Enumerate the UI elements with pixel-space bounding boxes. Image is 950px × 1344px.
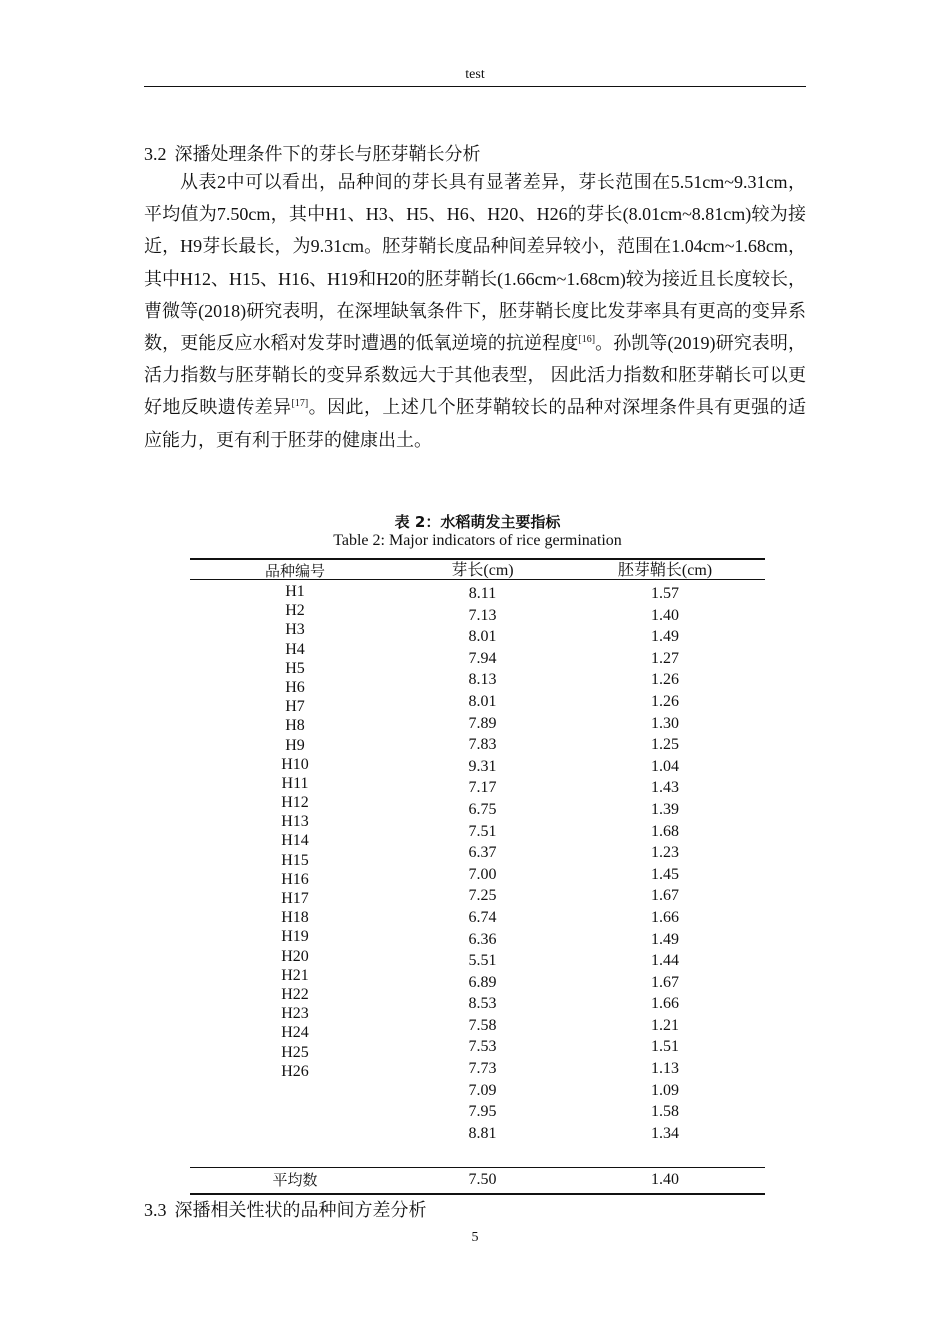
coleoptile-length-cell: 1.27 [651, 649, 679, 667]
header-rule [144, 86, 806, 87]
coleoptile-length-cell: 1.26 [651, 692, 679, 710]
section-heading-3-3 [144, 1198, 427, 1223]
coleoptile-length-cell: 1.66 [651, 995, 679, 1013]
variety-id-cell: H2 [285, 602, 305, 620]
table-average-rule [190, 1167, 765, 1168]
coleoptile-length-cell: 1.49 [651, 628, 679, 646]
sprout-length-cell: 7.95 [468, 1103, 497, 1121]
section-number: 3.3 [144, 1200, 167, 1220]
sprout-length-cell: 7.89 [468, 714, 497, 732]
table-top-rule [190, 558, 765, 560]
table-bottom-rule [190, 1193, 765, 1195]
variety-id-cell: H8 [285, 717, 305, 735]
variety-id-cell: H3 [285, 621, 305, 639]
sprout-length-cell: 8.53 [468, 995, 497, 1013]
header-sprout-length: 芽长(cm) [451, 562, 514, 579]
variety-id-cell: H25 [281, 1043, 309, 1061]
sprout-length-cell: 6.36 [468, 930, 497, 948]
coleoptile-length-cell: 1.13 [651, 1060, 679, 1078]
body-paragraph [144, 166, 806, 456]
running-header: test [465, 67, 485, 82]
coleoptile-length-cell: 1.51 [651, 1038, 679, 1056]
variety-id-cell: H19 [281, 928, 309, 946]
coleoptile-length-cell: 1.66 [651, 908, 679, 926]
variety-id-cell: H18 [281, 909, 309, 927]
coleoptile-length-cell: 1.40 [651, 606, 679, 624]
variety-id-cell: H11 [281, 774, 309, 792]
section-title: 深播处理条件下的芽长与胚芽鞘长分析 [174, 144, 481, 165]
sprout-length-cell: 5.51 [468, 952, 497, 970]
variety-id-cell: H15 [281, 851, 309, 869]
paragraph-text-1: 从表2中可以看出，品种间的芽长具有显著差异，芽长范围在5.51cm~9.31cm，平均值为7.50cm，其中H1、H3、H5、H6、H20、H26的芽长(8.01cm~8.81cm)较为接近，H9芽长最长，为9.31cm。胚芽鞘长度品种间差异较小，范围在1.04cm~1.68cm，其中H12、H15、H16、H19和H20的胚芽鞘长(1.66cm~1.68cm)较为接近且长度较长，曹微等(2018)研究表明，在深埋缺氧条件下，胚芽鞘长度比发芽率具有更高的变异系数，更能反应水稻对发芽时遭遇的低氧逆境的抗逆程度 [144, 172, 806, 354]
coleoptile-length-cell: 1.04 [651, 757, 679, 775]
sprout-length-cell: 7.13 [468, 606, 497, 624]
page-number: 5 [471, 1230, 479, 1245]
sprout-length-cell: 6.89 [468, 973, 497, 991]
sprout-length-cell: 7.25 [468, 887, 497, 905]
header-coleoptile-length: 胚芽鞘长(cm) [617, 562, 713, 579]
variety-id-cell: H16 [281, 870, 309, 888]
sprout-length-cell: 8.11 [468, 585, 497, 602]
section-heading-3-2 [144, 142, 481, 167]
coleoptile-length-cell: 1.25 [651, 736, 679, 754]
section-number: 3.2 [144, 144, 167, 164]
average-label: 平均数 [272, 1171, 318, 1189]
coleoptile-length-cell: 1.21 [651, 1016, 679, 1034]
coleoptile-length-cell: 1.67 [651, 887, 679, 905]
coleoptile-length-cell: 1.23 [651, 844, 679, 862]
coleoptile-length-cell: 1.43 [651, 779, 679, 797]
sprout-length-cell: 7.09 [468, 1081, 497, 1099]
variety-id-cell: H10 [281, 755, 309, 773]
sprout-length-cell: 6.37 [468, 844, 497, 862]
coleoptile-length-cell: 1.67 [651, 973, 679, 991]
table-header-rule [190, 579, 765, 580]
coleoptile-length-cell: 1.57 [651, 585, 679, 602]
coleoptile-length-cell: 1.58 [651, 1103, 679, 1121]
header-variety-id: 品种编号 [264, 562, 325, 580]
sprout-length-cell: 7.51 [468, 822, 497, 840]
coleoptile-length-cell: 1.09 [651, 1081, 679, 1099]
variety-id-cell: H4 [285, 640, 305, 658]
sprout-length-cell: 7.58 [468, 1016, 497, 1034]
variety-id-cell: H13 [281, 813, 309, 831]
column-sprout-length [400, 583, 565, 1144]
sprout-length-cell: 8.01 [468, 692, 497, 710]
variety-id-cell: H24 [281, 1024, 309, 1042]
sprout-length-cell: 9.31 [468, 757, 497, 775]
coleoptile-length-cell: 1.68 [651, 822, 679, 840]
coleoptile-length-cell: 1.45 [651, 865, 679, 883]
sprout-length-cell: 7.83 [468, 736, 497, 754]
table-caption-cn: 表 2：水稻萌发主要指标 [394, 513, 561, 531]
coleoptile-length-cell: 1.39 [651, 800, 679, 818]
sprout-length-cell: 7.00 [468, 865, 497, 883]
sprout-length-cell: 7.17 [468, 779, 497, 797]
citation-16: [16] [578, 334, 596, 346]
section-title: 深播相关性状的品种间方差分析 [174, 1200, 427, 1221]
variety-id-cell: H12 [281, 794, 309, 812]
variety-id-cell: H7 [285, 698, 305, 716]
variety-id-cell: H23 [281, 1005, 309, 1023]
coleoptile-length-cell: 1.30 [651, 714, 679, 732]
variety-id-cell: H21 [281, 966, 309, 984]
sprout-length-cell: 8.01 [468, 628, 497, 646]
sprout-length-cell: 7.53 [468, 1038, 497, 1056]
variety-id-cell: H22 [281, 985, 309, 1003]
variety-id-cell: H6 [285, 678, 305, 696]
table-caption-en: Table 2: Major indicators of rice germination [333, 532, 622, 549]
sprout-length-cell: 8.13 [468, 671, 497, 689]
average-coleoptile: 1.40 [651, 1171, 679, 1188]
coleoptile-length-cell: 1.49 [651, 930, 679, 948]
coleoptile-length-cell: 1.26 [651, 671, 679, 689]
column-variety-ids [190, 582, 400, 1081]
sprout-length-cell: 6.74 [468, 908, 497, 926]
variety-id-cell: H1 [285, 583, 305, 600]
sprout-length-cell: 7.73 [468, 1060, 497, 1078]
paragraph-text-2: 。孙凯等(2019)研究表明，活力指数与胚芽鞘长的变异系数远大于其他表型， 因此活力指数和胚芽鞘长可以更好地反映遗传差异 [144, 333, 806, 418]
variety-id-cell: H26 [281, 1062, 309, 1080]
sprout-length-cell: 7.94 [468, 649, 497, 667]
coleoptile-length-cell: 1.44 [651, 952, 679, 970]
paragraph-text-3: 。因此，上述几个胚芽鞘较长的品种对深埋条件具有更强的适应能力，更有利于胚芽的健康出土。 [144, 397, 807, 450]
variety-id-cell: H17 [281, 890, 309, 907]
column-coleoptile-length [565, 583, 765, 1144]
variety-id-cell: H20 [281, 947, 309, 965]
variety-id-cell: H5 [285, 659, 305, 677]
citation-17: [17] [291, 398, 309, 410]
sprout-length-cell: 8.81 [468, 1124, 497, 1142]
sprout-length-cell: 6.75 [468, 800, 497, 818]
coleoptile-length-cell: 1.34 [651, 1124, 679, 1142]
variety-id-cell: H14 [281, 832, 309, 850]
average-sprout: 7.50 [468, 1171, 497, 1188]
variety-id-cell: H9 [285, 736, 305, 754]
